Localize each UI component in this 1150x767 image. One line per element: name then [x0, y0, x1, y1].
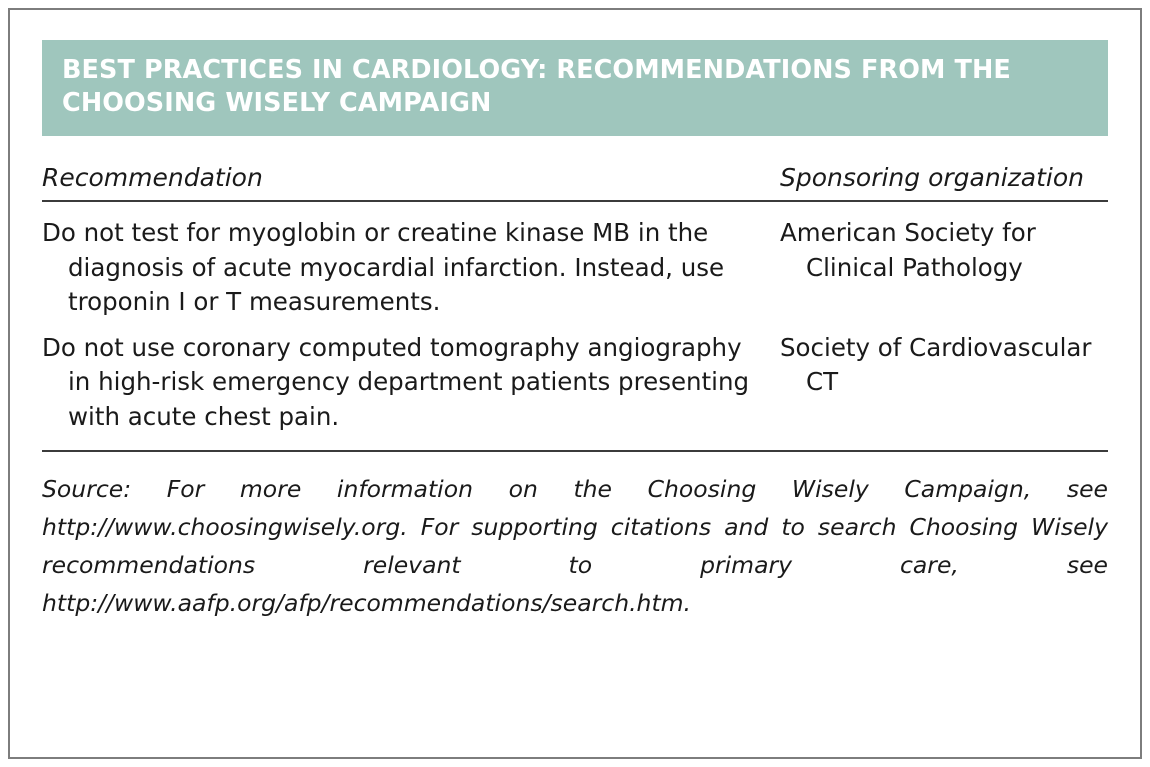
column-header-organization-label: Sponsoring organization [780, 163, 1084, 193]
recommendation-text: Do not use coronary computed tomography angiography in high-risk emergency department patients presenting with acute chest pain. [42, 333, 750, 431]
organization-text: American Society for Clinical Pathology [780, 218, 1036, 282]
cell-organization [780, 331, 1108, 400]
organization-text: Society of Cardiovascular CT [780, 333, 1092, 397]
source-note-text: Source: For more information on the Choosing Wisely Campaign, see http://www.choosingwisely.org. For supporting citations and to search Choosing Wisely recommendations relevant to primary care, see http://www.aafp.org/afp/recommendations/search.htm. [42, 475, 1108, 618]
table-title-band [42, 40, 1108, 136]
column-header-recommendation [42, 162, 780, 194]
table-body [42, 202, 1108, 452]
table-container [8, 8, 1142, 759]
recommendation-text: Do not test for myoglobin or creatine kinase MB in the diagnosis of acute myocardial infarction. Instead, use troponin I or T measurements. [42, 218, 725, 316]
table-source-note [42, 452, 1108, 622]
page-title: BEST PRACTICES IN CARDIOLOGY: RECOMMENDATIONS FROM THE CHOOSING WISELY CAMPAIGN [62, 55, 1011, 119]
table-header-row [42, 136, 1108, 202]
table-row [42, 331, 1108, 434]
cell-recommendation [42, 331, 780, 434]
cell-recommendation [42, 216, 780, 319]
column-header-organization [780, 162, 1108, 194]
table-row [42, 216, 1108, 319]
table-inner [42, 40, 1108, 622]
column-header-recommendation-label: Recommendation [42, 163, 263, 193]
cell-organization [780, 216, 1108, 285]
